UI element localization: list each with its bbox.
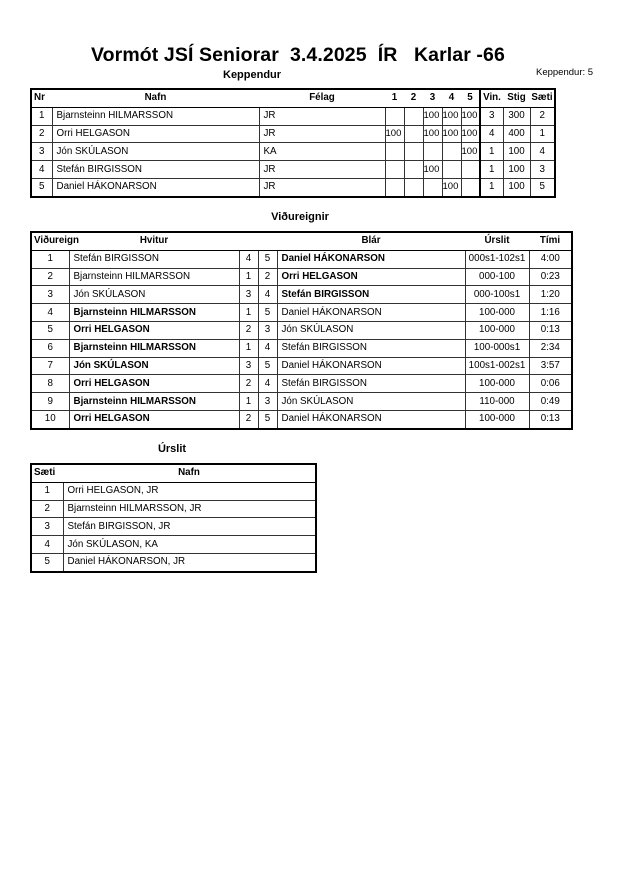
competitor-score-r1: 100 [385,125,404,143]
match-number: 10 [31,410,69,428]
result-place: 3 [31,518,63,536]
match-blue-player: Stefán BIRGISSON [277,286,465,304]
competitor-row [31,161,555,179]
competitor-club: JR [259,125,385,143]
match-blue-nr: 4 [258,286,277,304]
col-header-r4: 4 [442,89,461,107]
match-white-player: Bjarnsteinn HILMARSSON [69,304,239,322]
match-white-player: Stefán BIRGISSON [69,250,239,268]
match-white-player: Orri HELGASON [69,321,239,339]
match-result: 110-000 [465,393,529,411]
match-blue-player: Daniel HÁKONARSON [277,410,465,428]
match-result: 100s1-002s1 [465,357,529,375]
match-white-nr: 2 [239,410,258,428]
match-row [31,357,572,375]
col-header-place: Sæti [31,464,63,482]
match-blue-nr: 4 [258,375,277,393]
match-number: 7 [31,357,69,375]
col-header-match: Viðureign [31,232,69,250]
competitor-wins: 1 [480,178,503,196]
competitor-place: 4 [530,143,555,161]
match-row [31,375,572,393]
competitor-place: 3 [530,161,555,179]
col-header-white-nr [239,232,258,250]
page-title: Vormót JSÍ Seniorar 3.4.2025 ÍR Karlar -66 [91,44,505,66]
competitor-score-r4 [442,161,461,179]
competitor-club: JR [259,161,385,179]
match-number: 3 [31,286,69,304]
match-result: 100-000 [465,375,529,393]
match-result: 100-000 [465,304,529,322]
match-result: 100-000s1 [465,339,529,357]
competitor-count: Keppendur: 5 [536,67,594,78]
match-time: 0:23 [529,268,572,286]
matches-table [30,231,573,430]
competitor-name: Stefán BIRGISSON [52,161,259,179]
result-place: 4 [31,536,63,554]
competitor-nr: 3 [31,143,52,161]
col-header-r1: 1 [385,89,404,107]
match-row [31,410,572,428]
competitor-score-r5: 100 [461,107,480,125]
col-header-r2: 2 [404,89,423,107]
match-row [31,321,572,339]
col-header-nr: Nr [31,89,52,107]
result-place: 2 [31,500,63,518]
match-white-player: Bjarnsteinn HILMARSSON [69,339,239,357]
col-header-r5: 5 [461,89,480,107]
result-name: Jón SKÚLASON, KA [63,536,316,554]
match-row [31,393,572,411]
competitor-score-r1 [385,107,404,125]
competitor-name: Daniel HÁKONARSON [52,178,259,196]
competitor-score-r5 [461,178,480,196]
col-header-wins: Vin. [480,89,503,107]
competitor-nr: 2 [31,125,52,143]
result-row [31,536,316,554]
match-white-nr: 2 [239,375,258,393]
result-place: 1 [31,482,63,500]
competitor-points: 400 [503,125,530,143]
competitor-row [31,143,555,161]
result-row [31,518,316,536]
match-blue-player: Stefán BIRGISSON [277,339,465,357]
match-time: 1:16 [529,304,572,322]
competitors-heading: Keppendur [223,69,282,81]
match-number: 2 [31,268,69,286]
competitor-place: 1 [530,125,555,143]
results-heading: Úrslit [157,443,187,455]
match-blue-player: Jón SKÚLASON [277,321,465,339]
match-white-nr: 3 [239,357,258,375]
results-table [30,463,317,573]
competitor-score-r1 [385,178,404,196]
match-result: 000s1-102s1 [465,250,529,268]
match-blue-nr: 5 [258,304,277,322]
match-blue-nr: 2 [258,268,277,286]
match-time: 0:13 [529,321,572,339]
competitor-score-r3: 100 [423,107,442,125]
match-result: 100-000 [465,410,529,428]
competitor-wins: 3 [480,107,503,125]
match-white-nr: 1 [239,393,258,411]
competitor-score-r2 [404,125,423,143]
matches-heading: Viðureignir [271,211,329,223]
competitor-wins: 4 [480,125,503,143]
match-row [31,250,572,268]
competitor-score-r1 [385,161,404,179]
competitor-score-r1 [385,143,404,161]
match-number: 9 [31,393,69,411]
match-blue-player: Orri HELGASON [277,268,465,286]
match-number: 1 [31,250,69,268]
match-blue-player: Daniel HÁKONARSON [277,357,465,375]
match-white-nr: 2 [239,321,258,339]
match-result: 100-000 [465,321,529,339]
match-white-nr: 4 [239,250,258,268]
match-time: 4:00 [529,250,572,268]
match-blue-nr: 5 [258,250,277,268]
match-white-nr: 3 [239,286,258,304]
match-time: 3:57 [529,357,572,375]
col-header-name: Nafn [52,89,259,107]
competitor-place: 5 [530,178,555,196]
match-time: 2:34 [529,339,572,357]
col-header-r3: 3 [423,89,442,107]
competitor-points: 300 [503,107,530,125]
match-blue-nr: 5 [258,410,277,428]
competitor-score-r4: 100 [442,125,461,143]
competitor-points: 100 [503,178,530,196]
col-header-blue: Blár [277,232,465,250]
match-blue-player: Stefán BIRGISSON [277,375,465,393]
result-row [31,500,316,518]
match-result: 000-100s1 [465,286,529,304]
col-header-result: Úrslit [465,232,529,250]
match-white-player: Orri HELGASON [69,375,239,393]
match-result: 000-100 [465,268,529,286]
competitor-club: JR [259,107,385,125]
competitor-score-r2 [404,161,423,179]
col-header-time: Tími [529,232,572,250]
match-number: 8 [31,375,69,393]
competitor-score-r4: 100 [442,178,461,196]
competitor-score-r5: 100 [461,143,480,161]
match-row [31,286,572,304]
match-row [31,268,572,286]
competitor-score-r5 [461,161,480,179]
competitor-score-r4 [442,143,461,161]
competitor-score-r3 [423,178,442,196]
competitor-name: Bjarnsteinn HILMARSSON [52,107,259,125]
match-blue-nr: 3 [258,321,277,339]
competitor-score-r2 [404,143,423,161]
match-time: 0:49 [529,393,572,411]
col-header-white: Hvitur [69,232,239,250]
result-name: Daniel HÁKONARSON, JR [63,553,316,571]
competitor-name: Jón SKÚLASON [52,143,259,161]
competitors-table [30,88,556,198]
col-header-club: Félag [259,89,385,107]
competitor-wins: 1 [480,161,503,179]
match-blue-nr: 3 [258,393,277,411]
match-number: 6 [31,339,69,357]
results-header-row [31,464,316,482]
match-white-player: Jón SKÚLASON [69,357,239,375]
competitor-place: 2 [530,107,555,125]
match-white-player: Jón SKÚLASON [69,286,239,304]
match-row [31,304,572,322]
result-name: Orri HELGASON, JR [63,482,316,500]
col-header-place: Sæti [530,89,555,107]
competitor-nr: 1 [31,107,52,125]
competitor-row [31,107,555,125]
match-number: 5 [31,321,69,339]
competitor-score-r5: 100 [461,125,480,143]
competitor-score-r3: 100 [423,125,442,143]
competitor-wins: 1 [480,143,503,161]
match-white-player: Bjarnsteinn HILMARSSON [69,393,239,411]
match-time: 0:06 [529,375,572,393]
col-header-points: Stig [503,89,530,107]
result-name: Stefán BIRGISSON, JR [63,518,316,536]
competitor-points: 100 [503,161,530,179]
match-time: 1:20 [529,286,572,304]
competitor-name: Orri HELGASON [52,125,259,143]
competitor-points: 100 [503,143,530,161]
result-place: 5 [31,553,63,571]
col-header-name: Nafn [63,464,316,482]
match-blue-player: Daniel HÁKONARSON [277,250,465,268]
match-white-nr: 1 [239,304,258,322]
match-white-player: Orri HELGASON [69,410,239,428]
match-number: 4 [31,304,69,322]
competitor-club: KA [259,143,385,161]
competitor-score-r2 [404,178,423,196]
result-row [31,482,316,500]
match-white-player: Bjarnsteinn HILMARSSON [69,268,239,286]
match-blue-player: Jón SKÚLASON [277,393,465,411]
result-name: Bjarnsteinn HILMARSSON, JR [63,500,316,518]
match-blue-nr: 4 [258,339,277,357]
result-row [31,553,316,571]
competitor-score-r3 [423,143,442,161]
competitor-row [31,125,555,143]
competitor-score-r2 [404,107,423,125]
match-white-nr: 1 [239,339,258,357]
match-blue-player: Daniel HÁKONARSON [277,304,465,322]
competitor-score-r4: 100 [442,107,461,125]
match-white-nr: 1 [239,268,258,286]
match-blue-nr: 5 [258,357,277,375]
competitor-row [31,178,555,196]
match-time: 0:13 [529,410,572,428]
competitor-nr: 4 [31,161,52,179]
match-row [31,339,572,357]
competitor-club: JR [259,178,385,196]
competitor-nr: 5 [31,178,52,196]
competitors-header-row [31,89,555,107]
matches-header-row [31,232,572,250]
competitor-score-r3: 100 [423,161,442,179]
col-header-blue-nr [258,232,277,250]
